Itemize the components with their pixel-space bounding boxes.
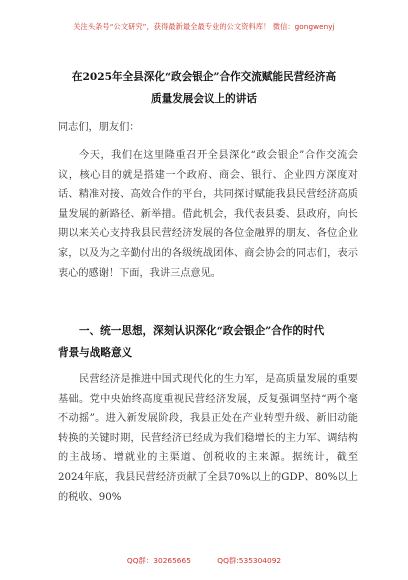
title-line-2: 质量发展会议上的讲话 (151, 93, 257, 105)
top-banner: 关注头条号“公文研究”，获得最新最全最专业的公文资料库！ 微信：gongwenyj (73, 22, 335, 31)
title-line-1: 在2025年全县深化“政会银企”合作交流赋能民营经济高 (71, 71, 337, 83)
footer-qq-group-1: QQ群：30265665 (126, 556, 191, 565)
section-heading-1 (58, 320, 358, 364)
greeting: 同志们，朋友们： (58, 122, 140, 133)
heading-line-2: 背景与战略意义 (58, 347, 133, 359)
footer-qq-group-2: QQ群:535304092 (217, 556, 282, 565)
footer (0, 555, 408, 566)
paragraph-section-1: 民营经济是推进中国式现代化的生力军，是高质量发展的重要基础。党中央始终高度重视民营经济发展，反复强调坚持“两个毫不动摇”。进入新发展阶段，我县正处在产业转型升级、新旧动能转换的关键时期，民营经济已经成为我们稳增长的主力军、调结构的主战场、增就业的主渠道、创税收的主来源。据统计，截至2024年底，我县民营经济贡献了全县70%以上的GDP、80%以上的税收、90% (58, 374, 358, 503)
paragraph-intro: 今天，我们在这里隆重召开全县深化“政会银企”合作交流会议，核心目的就是搭建一个政府、商会、银行、企业四方深度对话、精准对接、高效合作的平台，共同探讨赋能我县民营经济高质量发展的新路径、新举措。借此机会，我代表县委、县政府，向长期以来关心支持我县民营经济发展的各位金融界的朋友、各位企业家，以及为之辛勤付出的各级统战团体、商会协会的同志们，表示衷心的感谢！下面，我讲三点意见。 (58, 150, 358, 279)
heading-line-1: 一、统一思想，深刻认识深化“政会银企”合作的时代 (79, 325, 325, 337)
speech-title (40, 66, 368, 110)
